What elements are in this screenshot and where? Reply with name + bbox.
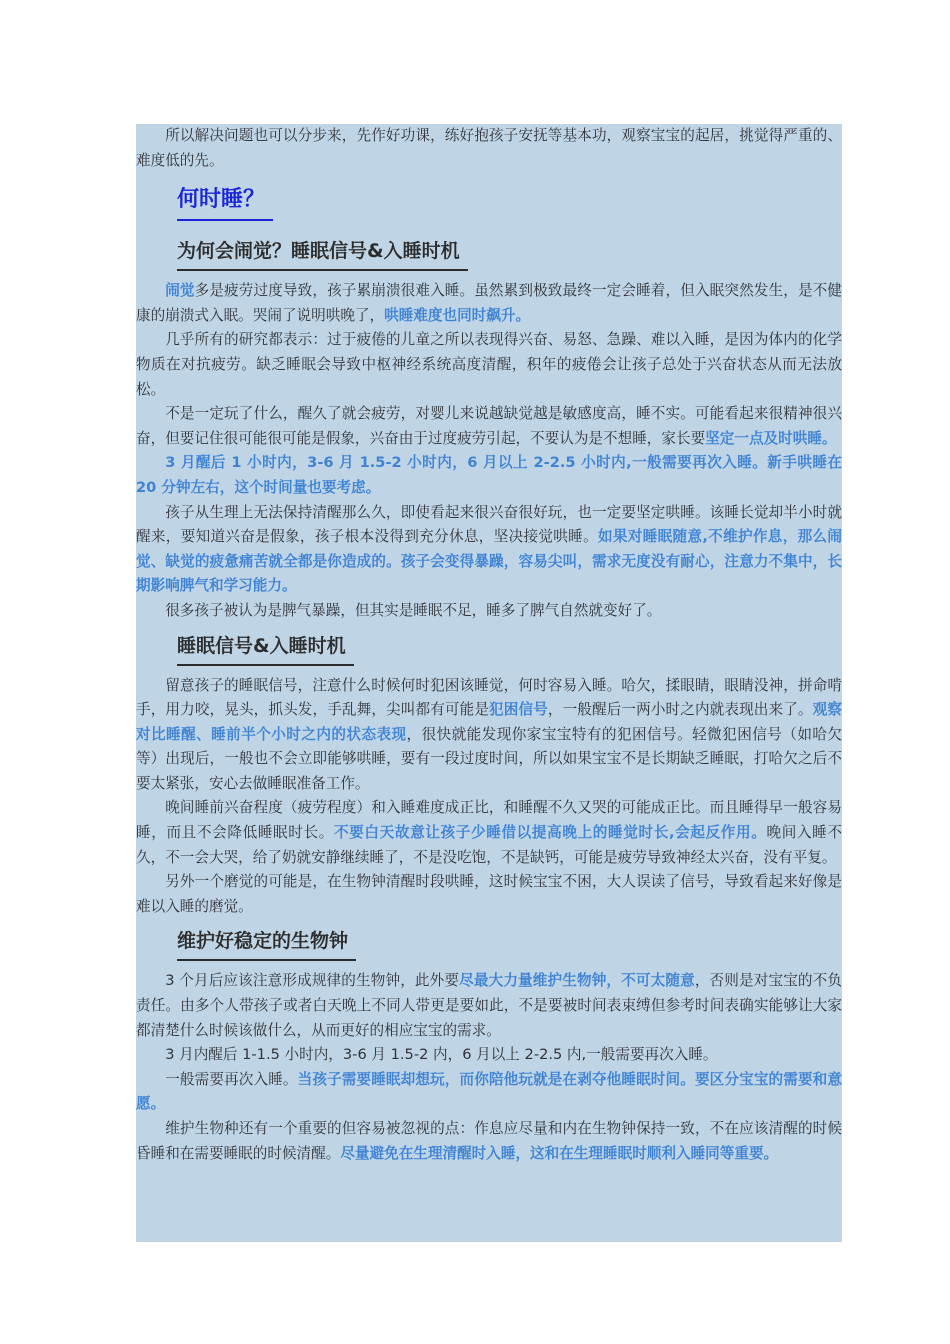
body-text: 晚间睡前兴奋程度（疲劳程度）和入睡难度成正比，和睡醒不久又哭的可能成正比。而且睡得早一般容易睡，而且不会降低睡眠时长。 (136, 799, 842, 842)
paragraph-align-clock (136, 1117, 842, 1166)
highlight-text: 观察对比睡醒、睡前半个小时之内的状态表现 (136, 701, 842, 743)
body-text: ，一般醒后一两小时之内就表现出来了。 (547, 701, 813, 719)
highlight-text: 尽量避免在生理清醒时入睡，这和在生理睡眠时顺利入睡同等重要。 (340, 1144, 779, 1162)
paragraph-need-vs-want (136, 1068, 842, 1117)
highlight-text: 3 月醒后 1 小时内，3-6 月 1.5-2 小时内，6 月以上 2-2.5 小时内,一般需要再次入睡。新手哄睡在 20 分钟左右，这个时间量也要考虑。 (136, 454, 842, 496)
intro-paragraph (136, 124, 842, 173)
paragraph-temper (136, 599, 842, 624)
body-text: 留意孩子的睡眠信号，注意什么时候何时犯困该睡觉，何时容易入睡。哈欠，揉眼睛，眼睛没神，拼命啃手，用力咬，晃头，抓头发，手乱舞，尖叫都有可能是 (136, 676, 842, 719)
body-text: 晚间入睡不久，不一会大哭，给了奶就安静继续睡了，不是没吃饱，不是缺钙，可能是疲劳导致神经太兴奋，没有平复。 (136, 824, 842, 866)
paragraph-bedtime-excitement (136, 796, 842, 870)
body-text: 另外一个磨觉的可能是，在生物钟清醒时段哄睡，这时候宝宝不困，大人误读了信号，导致看起来好像是难以入睡的磨觉。 (136, 873, 842, 915)
highlight-text: 哄睡难度也同时飙升。 (384, 306, 531, 324)
paragraph-firm-routine (136, 501, 842, 599)
highlight-text: 不要白天故意让孩子少睡借以提高晚上的睡觉时长,会起反作用。 (333, 824, 767, 842)
highlight-text: 当孩子需要睡眠却想玩，而你陪他玩就是在剥夺他睡眠时间。要区分宝宝的需要和意愿。 (136, 1070, 842, 1113)
paragraph-signals (136, 674, 842, 797)
heading-when-to-sleep[interactable]: 何时睡？ (177, 181, 273, 221)
paragraph-wake-windows (136, 451, 842, 500)
body-text: 几乎所有的研究都表示：过于疲倦的儿童之所以表现得兴奋、易怒、急躁、难以入睡，是因为体内的化学物质在对抗疲劳。缺乏睡眠会导致中枢神经系统高度清醒，积年的疲倦会让孩子总处于兴奋状态从而无法放松。 (136, 331, 842, 398)
body-text: 一般需要再次入睡。 (165, 1070, 298, 1088)
heading-sleep-signals: 睡眠信号&入睡时机 (177, 628, 354, 666)
paragraph-routine (136, 969, 842, 1043)
highlight-text: 犯困信号 (489, 701, 548, 719)
highlight-text: 闹觉 (165, 282, 195, 300)
paragraph-misread-signal (136, 870, 842, 919)
body-text: 孩子从生理上无法保持清醒那么久，即使看起来很兴奋很好玩，也一定要坚定哄睡。该睡长觉却半小时就醒来，要知道兴奋是假象，孩子根本没得到充分休息，坚决接觉哄睡。 (136, 503, 842, 546)
intro-text: 所以解决问题也可以分步来，先作好功课，练好抱孩子安抚等基本功，观察宝宝的起居，挑觉得严重的、难度低的先。 (136, 127, 842, 169)
document-body (136, 124, 842, 1166)
body-text: 多是疲劳过度导致，孩子累崩溃很难入睡。虽然累到极致最终一定会睡着，但入眠突然发生，是不健康的崩溃式入眠。哭闹了说明哄晚了， (136, 282, 842, 324)
heading-why-fussy: 为何会闹觉？睡眠信号&入睡时机 (177, 233, 468, 271)
body-text: 3 月内醒后 1-1.5 小时内，3-6 月 1.5-2 内，6 月以上 2-2.5 内,一般需要再次入睡。 (165, 1046, 718, 1064)
highlight-text: 尽最大力量维护生物钟，不可太随意 (459, 972, 695, 990)
highlight-text: 如果对睡眠随意,不维护作息，那么闹觉、缺觉的疲惫痛苦就全都是你造成的。孩子会变得暴躁，容易尖叫，需求无度没有耐心，注意力不集中，长期影响脾气和学习能力。 (136, 528, 842, 595)
body-text: 3 个月后应该注意形成规律的生物钟，此外要 (165, 972, 460, 990)
paragraph-research (136, 328, 842, 402)
highlight-text: 坚定一点及时哄睡。 (705, 429, 837, 447)
body-text: 很多孩子被认为是脾气暴躁，但其实是睡眠不足，睡多了脾气自然就变好了。 (165, 601, 662, 619)
paragraph-fussy-cause (136, 279, 842, 328)
body-text: 不是一定玩了什么，醒久了就会疲劳，对婴儿来说越缺觉越是敏感度高，睡不实。可能看起来很精神很兴奋，但要记住很可能很可能是假象，兴奋由于过度疲劳引起，不要认为是不想睡，家长要 (136, 405, 842, 447)
body-text: 维护生物种还有一个重要的但容易被忽视的点：作息应尽量和内在生物钟保持一致，不在应该清醒的时候昏睡和在需要睡眠的时候清醒。 (136, 1120, 842, 1162)
body-text: ，很快就能发现你家宝宝特有的犯困信号。轻微犯困信号（如哈欠等）出现后，一般也不会立即能够哄睡，要有一段过度时间，所以如果宝宝不是长期缺乏睡眠，打哈欠之后不要太紧张，安心去做睡眠准备工作。 (136, 725, 842, 792)
paragraph-fatigue (136, 402, 842, 451)
heading-biological-clock: 维护好稳定的生物钟 (177, 923, 356, 961)
body-text: ，否则是对宝宝的不负责任。由多个人带孩子或者白天晚上不同人带更是要如此，不是要被时间表束缚但参考时间表确实能够让大家都清楚什么时候该做什么，从而更好的相应宝宝的需求。 (136, 972, 842, 1039)
paragraph-wake-windows-2 (136, 1043, 842, 1068)
document-page (136, 124, 842, 1242)
